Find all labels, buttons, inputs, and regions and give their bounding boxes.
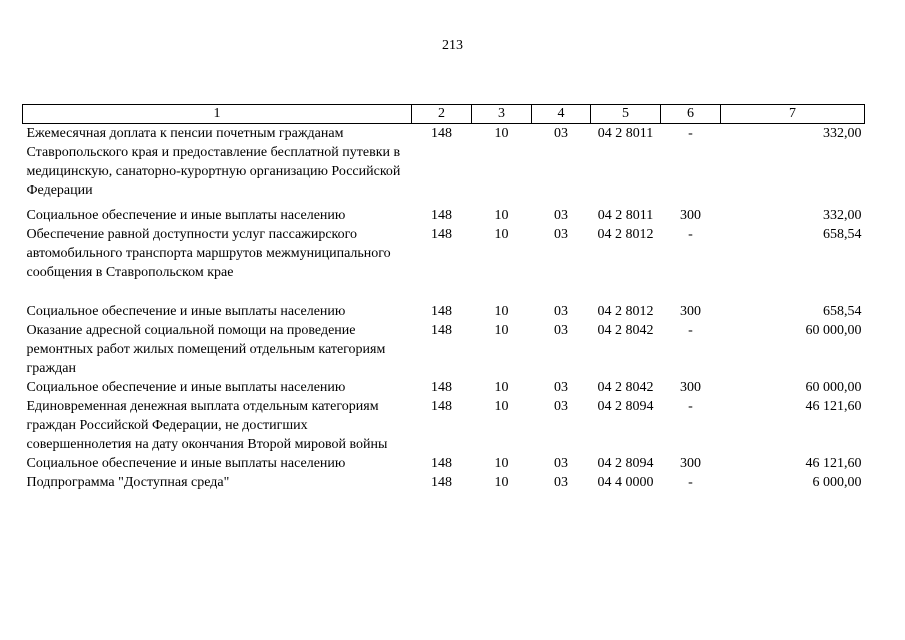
row-code-5: 04 2 8011 xyxy=(597,208,654,223)
header-col-5: 5 xyxy=(591,105,661,124)
table-row xyxy=(23,397,865,454)
row-code-5: 04 2 8094 xyxy=(597,456,654,471)
row-amount: 6 000,00 xyxy=(812,475,862,490)
row-amount: 658,54 xyxy=(823,227,862,242)
row-code-6: - xyxy=(688,126,693,141)
row-amount: 332,00 xyxy=(823,126,862,141)
header-col-3: 3 xyxy=(472,105,532,124)
row-code-2: 148 xyxy=(431,227,452,242)
row-code-4: 03 xyxy=(554,208,568,223)
table-row xyxy=(23,473,865,492)
row-code-4: 03 xyxy=(554,475,568,490)
row-code-3: 10 xyxy=(494,126,509,141)
row-name: Обеспечение равной доступности услуг пассажирского автомобильного транспорта маршрутов межмуниципального сообщения в Ставропольском крае xyxy=(26,227,391,280)
row-code-4: 03 xyxy=(554,227,568,242)
table-row xyxy=(23,206,865,225)
row-amount: 658,54 xyxy=(823,304,862,319)
header-col-7: 7 xyxy=(721,105,865,124)
row-name: Социальное обеспечение и иные выплаты населению xyxy=(26,304,346,319)
row-name: Оказание адресной социальной помощи на проведение ремонтных работ жилых помещений отдельным категориям граждан xyxy=(26,323,386,376)
row-code-3: 10 xyxy=(494,380,509,395)
row-amount: 60 000,00 xyxy=(805,380,862,395)
row-name: Социальное обеспечение и иные выплаты населению xyxy=(26,208,346,223)
row-name: Социальное обеспечение и иные выплаты населению xyxy=(26,456,346,471)
row-code-5: 04 2 8012 xyxy=(597,227,654,242)
row-code-5: 04 2 8011 xyxy=(597,126,654,141)
row-code-6: 300 xyxy=(680,208,701,223)
row-code-5: 04 2 8042 xyxy=(597,323,654,338)
row-code-2: 148 xyxy=(431,456,452,471)
row-name: Социальное обеспечение и иные выплаты населению xyxy=(26,380,346,395)
row-code-2: 148 xyxy=(431,475,452,490)
table-row xyxy=(23,321,865,378)
row-code-6: 300 xyxy=(680,456,701,471)
header-col-6: 6 xyxy=(661,105,721,124)
row-code-4: 03 xyxy=(554,126,568,141)
row-code-2: 148 xyxy=(431,126,452,141)
row-code-4: 03 xyxy=(554,456,568,471)
row-code-3: 10 xyxy=(494,208,509,223)
row-code-4: 03 xyxy=(554,380,568,395)
row-code-4: 03 xyxy=(554,304,568,319)
row-code-3: 10 xyxy=(494,304,509,319)
row-code-3: 10 xyxy=(494,456,509,471)
row-code-2: 148 xyxy=(431,380,452,395)
row-code-6: - xyxy=(688,227,693,242)
row-name: Единовременная денежная выплата отдельным категориям граждан Российской Федерации, не достигших совершеннолетия на дату окончания Второй мировой войны xyxy=(26,399,388,452)
row-code-5: 04 2 8012 xyxy=(597,304,654,319)
row-amount: 46 121,60 xyxy=(805,399,862,414)
page-number: 213 xyxy=(442,38,463,53)
row-code-3: 10 xyxy=(494,323,509,338)
row-code-5: 04 2 8042 xyxy=(597,380,654,395)
row-code-2: 148 xyxy=(431,323,452,338)
header-col-2: 2 xyxy=(412,105,472,124)
row-code-6: - xyxy=(688,399,693,414)
header-row xyxy=(23,105,865,124)
row-code-6: - xyxy=(688,475,693,490)
row-code-6: - xyxy=(688,323,693,338)
header-col-4: 4 xyxy=(532,105,591,124)
row-code-6: 300 xyxy=(680,380,701,395)
budget-table xyxy=(22,104,865,492)
row-code-3: 10 xyxy=(494,227,509,242)
row-code-2: 148 xyxy=(431,399,452,414)
row-name: Ежемесячная доплата к пенсии почетным гражданам Ставропольского края и предоставление бесплатной путевки в медицинскую, санаторно-курортную организацию Российской Федерации xyxy=(26,126,401,198)
row-code-3: 10 xyxy=(494,399,509,414)
row-code-6: 300 xyxy=(680,304,701,319)
table-row xyxy=(23,124,865,201)
table-row xyxy=(23,454,865,473)
row-spacer xyxy=(23,282,865,302)
table-row xyxy=(23,378,865,397)
header-col-1: 1 xyxy=(23,105,412,124)
row-code-2: 148 xyxy=(431,208,452,223)
row-code-3: 10 xyxy=(494,475,509,490)
row-amount: 332,00 xyxy=(823,208,862,223)
table-row xyxy=(23,302,865,321)
row-code-5: 04 4 0000 xyxy=(597,475,654,490)
table-row xyxy=(23,225,865,282)
row-code-4: 03 xyxy=(554,399,568,414)
row-code-5: 04 2 8094 xyxy=(597,399,654,414)
row-code-2: 148 xyxy=(431,304,452,319)
row-name: Подпрограмма "Доступная среда" xyxy=(26,475,230,490)
row-code-4: 03 xyxy=(554,323,568,338)
row-amount: 60 000,00 xyxy=(805,323,862,338)
row-amount: 46 121,60 xyxy=(805,456,862,471)
